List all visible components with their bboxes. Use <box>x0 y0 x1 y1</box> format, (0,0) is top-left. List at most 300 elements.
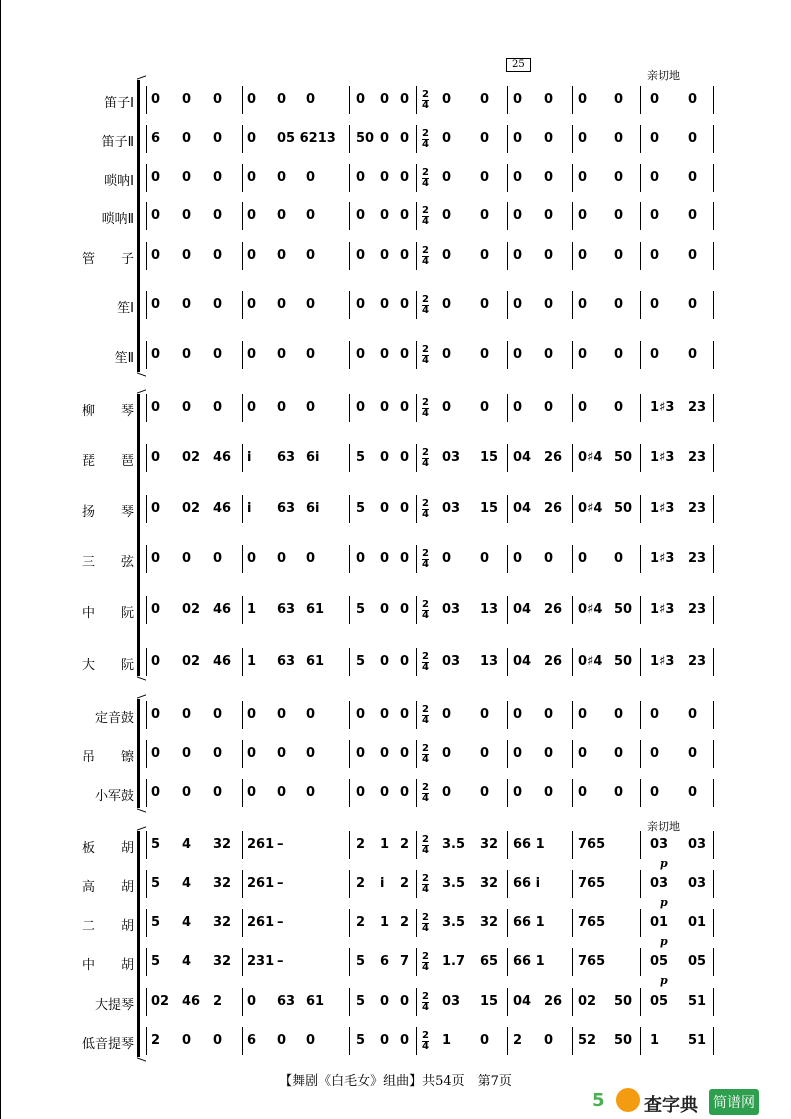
note: 26 <box>544 994 563 1009</box>
note: 0 <box>247 400 257 415</box>
note: 0 <box>650 347 660 362</box>
time-signature-denominator: 4 <box>422 559 429 570</box>
barline <box>572 909 573 937</box>
note: 0 <box>306 170 316 185</box>
note: i <box>247 501 252 516</box>
note: 0 <box>614 347 624 362</box>
staff-row <box>0 444 791 472</box>
barline <box>416 242 417 270</box>
barline <box>507 701 508 729</box>
note: 0 <box>380 994 390 1009</box>
barline <box>507 202 508 230</box>
note: 02 <box>151 994 170 1009</box>
time-signature-denominator: 4 <box>422 355 429 366</box>
barline <box>640 125 641 153</box>
note: 23 <box>688 501 707 516</box>
time-signature-numerator: 2 <box>422 873 429 884</box>
note: 0 <box>213 707 223 722</box>
note: 1.7 <box>442 954 466 969</box>
note: 04 <box>513 450 532 465</box>
note: 0 <box>400 170 410 185</box>
barline <box>572 164 573 192</box>
note: 0 <box>688 746 698 761</box>
note: 0 <box>688 92 698 107</box>
barline <box>713 444 714 472</box>
note: 0 <box>578 248 588 263</box>
time-signature-numerator: 2 <box>422 834 429 845</box>
note: 0 <box>400 707 410 722</box>
note: 2 <box>151 1033 161 1048</box>
note: 0 <box>578 400 588 415</box>
barline <box>507 495 508 523</box>
note: 0 <box>480 551 490 566</box>
staff-row <box>0 242 791 270</box>
note: 0 <box>688 248 698 263</box>
staff-row <box>0 701 791 729</box>
note: 0 <box>614 248 624 263</box>
note: 26 <box>544 501 563 516</box>
barline <box>713 495 714 523</box>
time-signature-numerator: 2 <box>422 167 429 178</box>
note: 765 <box>578 876 606 891</box>
time-signature-numerator: 2 <box>422 447 429 458</box>
note: 0♯4 <box>578 501 603 516</box>
note: 0 <box>151 551 161 566</box>
time-signature-denominator: 4 <box>422 715 429 726</box>
note: 0 <box>213 785 223 800</box>
time-signature-denominator: 4 <box>422 256 429 267</box>
barline <box>640 740 641 768</box>
note: 6 <box>247 1033 257 1048</box>
note: 4 <box>182 876 192 891</box>
note: 765 <box>578 915 606 930</box>
system-barline <box>146 596 147 624</box>
note: 0 <box>151 400 161 415</box>
note: 0 <box>213 551 223 566</box>
page-footer: 【舞剧《白毛女》组曲】共54页 第7页 <box>279 1074 512 1089</box>
time-signature-numerator: 2 <box>422 912 429 923</box>
system-barline <box>146 648 147 676</box>
note: 04 <box>513 994 532 1009</box>
note: 0 <box>442 170 452 185</box>
note: 2 <box>356 837 366 852</box>
note: 0 <box>306 746 316 761</box>
time-signature-denominator: 4 <box>422 845 429 856</box>
barline <box>640 242 641 270</box>
note: 02 <box>182 602 201 617</box>
note: 0 <box>442 248 452 263</box>
note: 0 <box>213 400 223 415</box>
barline <box>572 648 573 676</box>
system-barline <box>146 495 147 523</box>
staff-row <box>0 779 791 807</box>
barline <box>640 341 641 369</box>
note: 0 <box>578 785 588 800</box>
note: 0 <box>151 707 161 722</box>
note: 0 <box>213 92 223 107</box>
note: 0 <box>277 297 287 312</box>
barline <box>507 988 508 1016</box>
note: 0 <box>356 785 366 800</box>
barline <box>349 242 350 270</box>
note: 3.5 <box>442 915 466 930</box>
instrument-label: 大提琴 <box>94 998 134 1013</box>
note: 0 <box>614 785 624 800</box>
time-signature <box>422 705 429 726</box>
note: 0 <box>151 170 161 185</box>
barline <box>416 202 417 230</box>
note: 03 <box>442 994 461 1009</box>
note: 0 <box>513 746 523 761</box>
note: 50 <box>614 450 633 465</box>
barline <box>713 394 714 422</box>
note: 02 <box>182 450 201 465</box>
note: 0 <box>688 297 698 312</box>
group-brace <box>137 831 146 1057</box>
note: 0 <box>247 170 257 185</box>
note: 0 <box>182 1033 192 1048</box>
note: 32 <box>480 915 499 930</box>
barline <box>242 988 243 1016</box>
staff-row <box>0 291 791 319</box>
note: 50 <box>614 1033 633 1048</box>
note: 0 <box>151 450 161 465</box>
note: 0 <box>306 1033 316 1048</box>
note: 0 <box>578 131 588 146</box>
note: 4 <box>182 837 192 852</box>
time-signature <box>422 448 429 469</box>
note: 0 <box>442 707 452 722</box>
note: 0 <box>400 501 410 516</box>
time-signature <box>422 246 429 267</box>
system-barline <box>146 740 147 768</box>
note: 3.5 <box>442 837 466 852</box>
barline <box>349 444 350 472</box>
barline <box>349 701 350 729</box>
note: 0 <box>513 347 523 362</box>
staff-row <box>0 202 791 230</box>
barline <box>507 909 508 937</box>
barline <box>713 870 714 898</box>
barline <box>349 495 350 523</box>
barline <box>640 291 641 319</box>
note: 0 <box>442 551 452 566</box>
note: 32 <box>480 876 499 891</box>
barline <box>640 779 641 807</box>
system-barline <box>146 909 147 937</box>
barline <box>572 341 573 369</box>
instrument-label: 中 胡 <box>81 958 134 973</box>
note: 0 <box>578 297 588 312</box>
time-signature-numerator: 2 <box>422 548 429 559</box>
barline <box>640 545 641 573</box>
note: 0 <box>247 208 257 223</box>
time-signature-numerator: 2 <box>422 128 429 139</box>
barline <box>713 596 714 624</box>
note: 0 <box>213 297 223 312</box>
barline <box>416 596 417 624</box>
note: 63 <box>277 450 296 465</box>
note: 0 <box>306 248 316 263</box>
barline <box>572 86 573 114</box>
note: 0 <box>380 248 390 263</box>
barline <box>507 291 508 319</box>
note: 23 <box>688 602 707 617</box>
note: 0 <box>442 297 452 312</box>
note: 0 <box>182 551 192 566</box>
note: 0 <box>182 92 192 107</box>
barline <box>242 831 243 859</box>
system-barline <box>146 1027 147 1055</box>
note: 0 <box>380 297 390 312</box>
note: 0 <box>400 208 410 223</box>
note: 2 <box>400 915 410 930</box>
barline <box>572 202 573 230</box>
note: 0 <box>614 92 624 107</box>
note: 0 <box>400 450 410 465</box>
note: 0 <box>513 297 523 312</box>
barline <box>640 1027 641 1055</box>
note: 0 <box>614 297 624 312</box>
barline <box>640 909 641 937</box>
time-signature-denominator: 4 <box>422 923 429 934</box>
instrument-label: 琵 琶 <box>81 454 134 469</box>
barline <box>242 740 243 768</box>
note: 0 <box>578 208 588 223</box>
note: 0 <box>151 347 161 362</box>
note: 0 <box>480 297 490 312</box>
note: 0 <box>480 707 490 722</box>
system-barline <box>146 701 147 729</box>
barline <box>242 1027 243 1055</box>
note: 0 <box>513 707 523 722</box>
time-signature-numerator: 2 <box>422 498 429 509</box>
note: 0 <box>544 785 554 800</box>
note: 0 <box>688 785 698 800</box>
note: 0 <box>182 297 192 312</box>
watermark-mark: 5 <box>592 1090 605 1111</box>
note: 261 <box>247 837 275 852</box>
note: 0 <box>480 248 490 263</box>
barline <box>640 495 641 523</box>
barline <box>242 779 243 807</box>
barline <box>640 444 641 472</box>
barline <box>713 740 714 768</box>
note: 0 <box>213 170 223 185</box>
note: 0 <box>614 131 624 146</box>
time-signature <box>422 744 429 765</box>
note: 13 <box>480 654 499 669</box>
barline <box>416 341 417 369</box>
note: 0 <box>277 746 287 761</box>
note: 765 <box>578 954 606 969</box>
note: 4 <box>182 954 192 969</box>
note: 0 <box>182 347 192 362</box>
barline <box>640 701 641 729</box>
instrument-label: 笙Ⅱ <box>114 351 134 366</box>
instrument-label: 三 弦 <box>81 555 134 570</box>
note: 0 <box>480 170 490 185</box>
barline <box>507 341 508 369</box>
barline <box>242 909 243 937</box>
note: 0 <box>480 785 490 800</box>
note: 0 <box>544 297 554 312</box>
note: 0 <box>356 347 366 362</box>
instrument-label: 唢呐Ⅱ <box>101 212 134 227</box>
note: 26 <box>544 602 563 617</box>
barline <box>713 242 714 270</box>
barline <box>416 701 417 729</box>
note: 05 <box>688 954 707 969</box>
note: 1♯3 <box>650 400 675 415</box>
note: 02 <box>182 654 201 669</box>
note: 0 <box>151 785 161 800</box>
note: 5 <box>356 994 366 1009</box>
barline <box>572 125 573 153</box>
note: 03 <box>442 602 461 617</box>
note: 0 <box>306 785 316 800</box>
system-barline <box>146 545 147 573</box>
note: 0 <box>380 92 390 107</box>
note: 0 <box>247 551 257 566</box>
note: 0♯4 <box>578 654 603 669</box>
barline <box>713 648 714 676</box>
time-signature-denominator: 4 <box>422 509 429 520</box>
barline <box>713 701 714 729</box>
note: 0 <box>356 551 366 566</box>
barline <box>416 1027 417 1055</box>
note: 0 <box>400 602 410 617</box>
time-signature-denominator: 4 <box>422 610 429 621</box>
system-barline <box>146 988 147 1016</box>
note: 0 <box>380 501 390 516</box>
note: 0 <box>356 208 366 223</box>
note: 66 i <box>513 876 541 891</box>
note: 0 <box>213 208 223 223</box>
note: 1 <box>247 654 257 669</box>
time-signature <box>422 952 429 973</box>
note: 03 <box>688 876 707 891</box>
note: 63 <box>277 994 296 1009</box>
note: 0 <box>380 208 390 223</box>
note: 765 <box>578 837 606 852</box>
note: 02 <box>182 501 201 516</box>
note: 0 <box>306 551 316 566</box>
barline <box>349 545 350 573</box>
rehearsal-mark: 25 <box>506 58 531 72</box>
instrument-label: 笙Ⅰ <box>117 301 134 316</box>
staff-row <box>0 125 791 153</box>
note: 0 <box>400 746 410 761</box>
note: 0 <box>650 746 660 761</box>
note: 32 <box>480 837 499 852</box>
barline <box>242 444 243 472</box>
barline <box>416 495 417 523</box>
note: 5 <box>356 954 366 969</box>
instrument-label: 扬 琴 <box>81 505 134 520</box>
system-barline <box>146 394 147 422</box>
note: 0 <box>306 347 316 362</box>
note: 05 <box>650 954 669 969</box>
note: 51 <box>688 1033 707 1048</box>
barline <box>713 291 714 319</box>
note: 01 <box>650 915 669 930</box>
note: 03 <box>650 876 669 891</box>
barline <box>242 870 243 898</box>
system-barline <box>146 291 147 319</box>
dynamic-mark: p <box>660 896 668 909</box>
note: 50 <box>614 654 633 669</box>
barline <box>507 596 508 624</box>
note: 03 <box>442 654 461 669</box>
barline <box>416 125 417 153</box>
barline <box>242 125 243 153</box>
instrument-label: 大 阮 <box>81 658 134 673</box>
note: 0 <box>650 92 660 107</box>
barline <box>713 125 714 153</box>
barline <box>713 86 714 114</box>
barline <box>416 948 417 976</box>
note: 0 <box>400 551 410 566</box>
barline <box>242 86 243 114</box>
barline <box>416 988 417 1016</box>
staff-row <box>0 648 791 676</box>
note: 0 <box>277 400 287 415</box>
note: 0 <box>213 248 223 263</box>
barline <box>572 988 573 1016</box>
system-barline <box>146 242 147 270</box>
note: 0 <box>151 602 161 617</box>
note: 23 <box>688 654 707 669</box>
note: 04 <box>513 501 532 516</box>
note: 66 1 <box>513 915 545 930</box>
staff-row <box>0 740 791 768</box>
note: 0 <box>513 400 523 415</box>
note: 0 <box>480 746 490 761</box>
note: 0 <box>544 551 554 566</box>
barline <box>416 740 417 768</box>
note: 0 <box>151 501 161 516</box>
note: 0 <box>380 551 390 566</box>
barline <box>507 125 508 153</box>
barline <box>507 394 508 422</box>
note: 0 <box>247 707 257 722</box>
staff-row <box>0 164 791 192</box>
barline <box>349 740 350 768</box>
barline <box>572 242 573 270</box>
note: 46 <box>213 450 232 465</box>
barline <box>349 291 350 319</box>
barline <box>507 164 508 192</box>
note: 5 <box>356 1033 366 1048</box>
note: 5 <box>356 501 366 516</box>
note: 65 <box>480 954 499 969</box>
time-signature <box>422 345 429 366</box>
note: 50 <box>614 994 633 1009</box>
note: 0 <box>544 131 554 146</box>
note: 0 <box>513 208 523 223</box>
time-signature <box>422 295 429 316</box>
barline <box>713 341 714 369</box>
note: 5 <box>151 837 161 852</box>
instrument-label: 管 子 <box>81 252 134 267</box>
barline <box>572 779 573 807</box>
barline <box>507 242 508 270</box>
note: 0 <box>182 400 192 415</box>
barline <box>572 394 573 422</box>
time-signature-numerator: 2 <box>422 1030 429 1041</box>
note: 261 <box>247 876 275 891</box>
